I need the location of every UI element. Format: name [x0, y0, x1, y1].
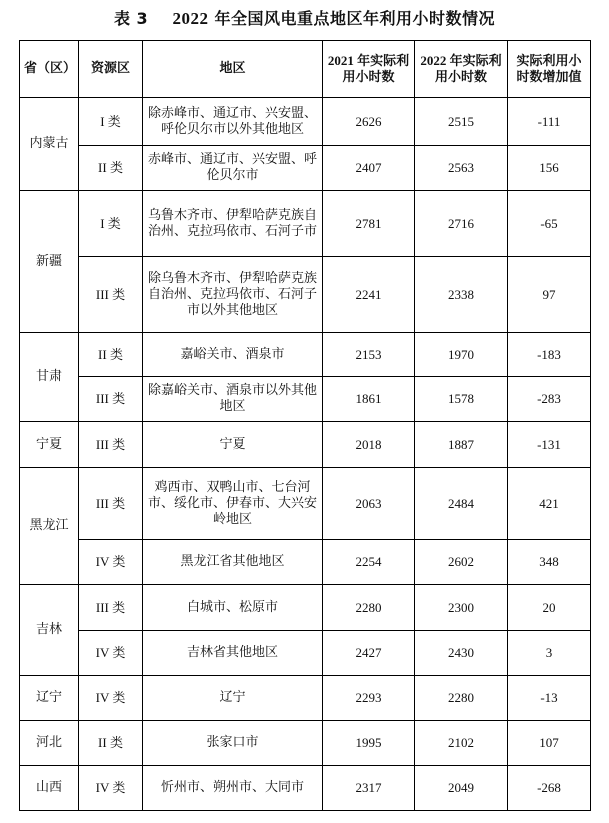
area-cell: 忻州市、朔州市、大同市	[143, 766, 323, 811]
hours-2022-cell: 2484	[415, 468, 508, 540]
hours-2021-cell: 2280	[323, 585, 415, 631]
table-year: 2022	[172, 9, 209, 28]
province-cell: 山西	[20, 766, 79, 811]
area-cell: 吉林省其他地区	[143, 631, 323, 676]
resource-class-cell: I 类	[79, 98, 143, 146]
hours-delta-cell: -13	[508, 676, 591, 721]
table-row	[20, 766, 591, 811]
resource-class-cell: III 类	[79, 257, 143, 333]
hours-delta-cell: 97	[508, 257, 591, 333]
hours-delta-cell: 421	[508, 468, 591, 540]
hours-delta-cell: 3	[508, 631, 591, 676]
table-row	[20, 540, 591, 585]
table-row	[20, 468, 591, 540]
table-row	[20, 377, 591, 422]
hours-2022-cell: 1578	[415, 377, 508, 422]
area-cell: 白城市、松原市	[143, 585, 323, 631]
hours-delta-cell: -131	[508, 422, 591, 468]
area-cell: 除乌鲁木齐市、伊犁哈萨克族自治州、克拉玛依市、石河子市以外其他地区	[143, 257, 323, 333]
hours-2022-cell: 2716	[415, 191, 508, 257]
header-province: 省（区）	[20, 41, 79, 98]
resource-class-cell: II 类	[79, 146, 143, 191]
hours-2022-cell: 2563	[415, 146, 508, 191]
province-cell: 吉林	[20, 585, 79, 676]
hours-2021-cell: 2427	[323, 631, 415, 676]
area-cell: 辽宁	[143, 676, 323, 721]
resource-class-cell: III 类	[79, 377, 143, 422]
area-cell: 黑龙江省其他地区	[143, 540, 323, 585]
hours-delta-cell: 348	[508, 540, 591, 585]
area-cell: 宁夏	[143, 422, 323, 468]
province-cell: 辽宁	[20, 676, 79, 721]
table-row	[20, 721, 591, 766]
area-cell: 赤峰市、通辽市、兴安盟、呼伦贝尔市	[143, 146, 323, 191]
hours-2021-cell: 2018	[323, 422, 415, 468]
hours-2021-cell: 2293	[323, 676, 415, 721]
hours-2021-cell: 2781	[323, 191, 415, 257]
header-2021: 2021 年实际利用小时数	[323, 41, 415, 98]
hours-2021-cell: 2626	[323, 98, 415, 146]
hours-delta-cell: 156	[508, 146, 591, 191]
hours-2021-cell: 2317	[323, 766, 415, 811]
resource-class-cell: III 类	[79, 422, 143, 468]
hours-delta-cell: -268	[508, 766, 591, 811]
hours-2021-cell: 1861	[323, 377, 415, 422]
resource-class-cell: IV 类	[79, 766, 143, 811]
table-row	[20, 676, 591, 721]
hours-delta-cell: -65	[508, 191, 591, 257]
header-delta: 实际利用小时数增加值	[508, 41, 591, 98]
table-row	[20, 333, 591, 377]
resource-class-cell: III 类	[79, 585, 143, 631]
hours-delta-cell: -283	[508, 377, 591, 422]
province-cell: 宁夏	[20, 422, 79, 468]
hours-2022-cell: 1970	[415, 333, 508, 377]
header-row	[20, 41, 591, 98]
hours-2021-cell: 2153	[323, 333, 415, 377]
table-row	[20, 146, 591, 191]
hours-2022-cell: 2280	[415, 676, 508, 721]
hours-2022-cell: 2602	[415, 540, 508, 585]
resource-class-cell: II 类	[79, 333, 143, 377]
resource-class-cell: IV 类	[79, 631, 143, 676]
hours-2021-cell: 2063	[323, 468, 415, 540]
hours-2022-cell: 1887	[415, 422, 508, 468]
province-cell: 甘肃	[20, 333, 79, 422]
hours-delta-cell: -111	[508, 98, 591, 146]
area-cell: 张家口市	[143, 721, 323, 766]
hours-2022-cell: 2515	[415, 98, 508, 146]
table-label: 表 3	[113, 9, 149, 28]
hours-2021-cell: 2241	[323, 257, 415, 333]
header-area: 地区	[143, 41, 323, 98]
hours-2022-cell: 2102	[415, 721, 508, 766]
table-row	[20, 191, 591, 257]
hours-2022-cell: 2430	[415, 631, 508, 676]
data-table	[19, 40, 591, 811]
area-cell: 嘉峪关市、酒泉市	[143, 333, 323, 377]
table-row	[20, 631, 591, 676]
resource-class-cell: III 类	[79, 468, 143, 540]
header-2022: 2022 年实际利用小时数	[415, 41, 508, 98]
hours-2021-cell: 1995	[323, 721, 415, 766]
hours-2021-cell: 2254	[323, 540, 415, 585]
hours-2021-cell: 2407	[323, 146, 415, 191]
header-resource: 资源区	[79, 41, 143, 98]
province-cell: 内蒙古	[20, 98, 79, 191]
table-title-text: 年全国风电重点地区年利用小时数情况	[214, 9, 496, 28]
area-cell: 乌鲁木齐市、伊犁哈萨克族自治州、克拉玛依市、石河子市	[143, 191, 323, 257]
table-row	[20, 585, 591, 631]
province-cell: 黑龙江	[20, 468, 79, 585]
province-cell: 新疆	[20, 191, 79, 333]
hours-2022-cell: 2300	[415, 585, 508, 631]
area-cell: 鸡西市、双鸭山市、七台河市、绥化市、伊春市、大兴安岭地区	[143, 468, 323, 540]
table-row	[20, 98, 591, 146]
resource-class-cell: IV 类	[79, 676, 143, 721]
resource-class-cell: IV 类	[79, 540, 143, 585]
hours-2022-cell: 2338	[415, 257, 508, 333]
table-row	[20, 257, 591, 333]
hours-2022-cell: 2049	[415, 766, 508, 811]
table-title	[0, 6, 609, 29]
area-cell: 除赤峰市、通辽市、兴安盟、呼伦贝尔市以外其他地区	[143, 98, 323, 146]
province-cell: 河北	[20, 721, 79, 766]
area-cell: 除嘉峪关市、酒泉市以外其他地区	[143, 377, 323, 422]
resource-class-cell: I 类	[79, 191, 143, 257]
resource-class-cell: II 类	[79, 721, 143, 766]
hours-delta-cell: 107	[508, 721, 591, 766]
hours-delta-cell: -183	[508, 333, 591, 377]
hours-delta-cell: 20	[508, 585, 591, 631]
table-body	[20, 98, 591, 811]
table-row	[20, 422, 591, 468]
